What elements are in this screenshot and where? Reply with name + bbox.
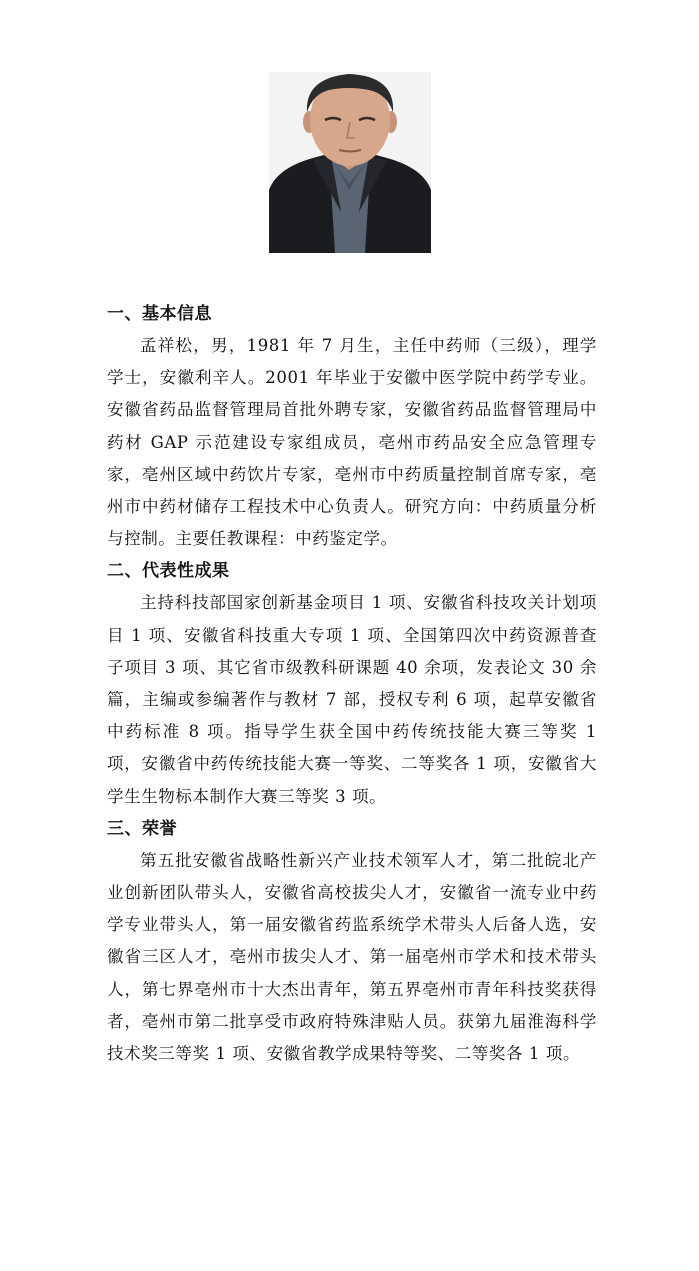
portrait-photo	[269, 72, 431, 253]
honors-section	[107, 813, 597, 1070]
portrait-icon	[269, 72, 431, 253]
basic-info-section	[107, 298, 597, 555]
section-heading-honors: 三、荣誉	[107, 818, 177, 839]
section-heading-achievements: 二、代表性成果	[107, 561, 230, 582]
basic-info-text: 孟祥松，男，1981 年 7 月生，主任中药师（三级），理学学士，安徽利辛人。2001 年毕业于安徽中医学院中药学专业。安徽省药品监督管理局首批外聘专家，安徽省药品监督管理局中药材 GAP 示范建设专家组成员，亳州市药品安全应急管理专家，亳州区域中药饮片专家，亳州市中药质量控制首席专家，亳州市中药材储存工程技术中心负责人。研究方向：中药质量分析与控制。主要任教课程：中药鉴定学。	[107, 336, 597, 549]
achievements-text: 主持科技部国家创新基金项目 1 项、安徽省科技攻关计划项目 1 项、安徽省科技重大专项 1 项、全国第四次中药资源普查子项目 3 项、其它省市级教科研课题 40 余项，发表论文 30 余篇，主编或参编著作与教材 7 部，授权专利 6 项，起草安徽省中药标准 8 项。指导学生获全国中药传统技能大赛三等奖 1 项，安徽省中药传统技能大赛一等奖、二等奖各 1 项，安徽省大学生生物标本制作大赛三等奖 3 项。	[107, 593, 597, 806]
profile-content	[107, 298, 597, 1070]
achievements-section	[107, 555, 597, 812]
section-heading-basic-info: 一、基本信息	[107, 304, 212, 324]
honors-text: 第五批安徽省战略性新兴产业技术领军人才，第二批皖北产业创新团队带头人，安徽省高校拔尖人才，安徽省一流专业中药学专业带头人，第一届安徽省药监系统学术带头人后备人选，安徽省三区人才，亳州市拔尖人才、第一届亳州市学术和技术带头人，第七界亳州市十大杰出青年，第五界亳州市青年科技奖获得者，亳州市第二批享受市政府特殊津贴人员。获第九届淮海科学技术奖三等奖 1 项、安徽省教学成果特等奖、二等奖各 1 项。	[107, 850, 597, 1064]
